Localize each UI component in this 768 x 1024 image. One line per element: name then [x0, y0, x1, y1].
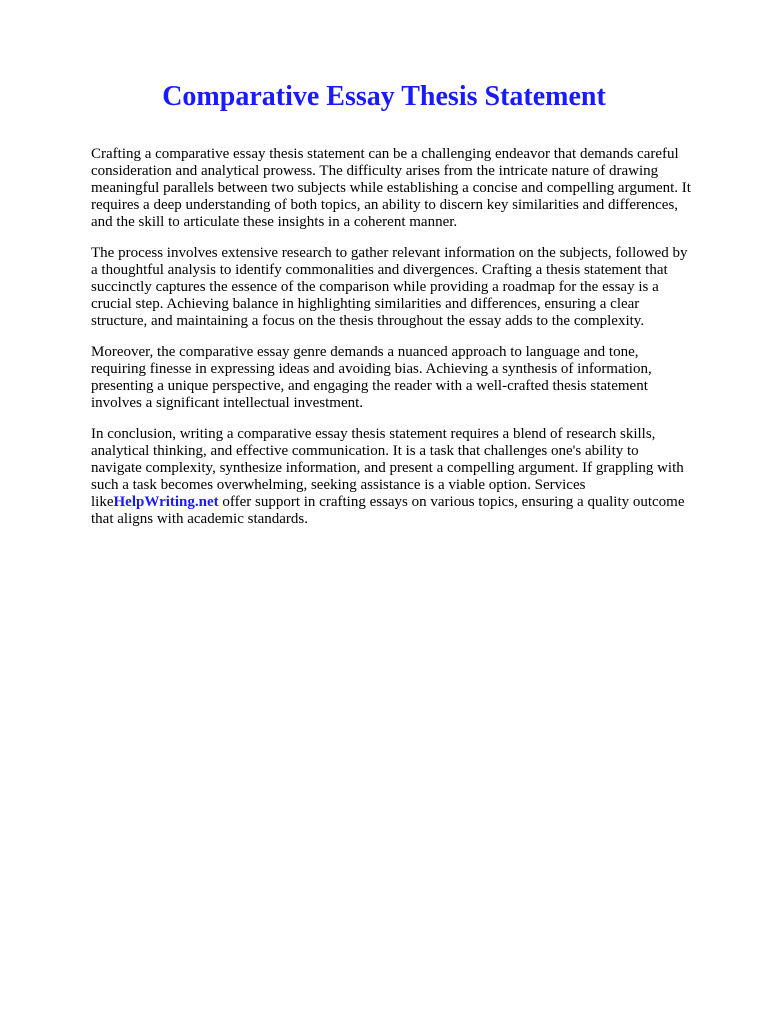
- conclusion-text-after-link: offer support in crafting essays on various topics, ensuring a quality outcome that aligns with academic standards.: [91, 494, 685, 527]
- paragraph-intro: Crafting a comparative essay thesis statement can be a challenging endeavor that demands careful consideration and analytical prowess. The difficulty arises from the intricate nature of drawing meaningful parallels between two subjects while establishing a concise and compelling argument. It requires a deep understanding of both topics, an ability to discern key similarities and differences, and the skill to articulate these insights in a coherent manner.: [91, 146, 691, 230]
- conclusion-text-before-link: In conclusion, writing a comparative essay thesis statement requires a blend of research skills, analytical thinking, and effective communication. It is a task that challenges one's ability to navigate complexity, synthesize information, and present a compelling argument. If grappling with such a task becomes overwhelming, seeking assistance is a viable option. Services like: [91, 426, 684, 510]
- document-body: [91, 146, 691, 542]
- helpwriting-link[interactable]: HelpWriting.net: [113, 494, 219, 510]
- paragraph-process: The process involves extensive research to gather relevant information on the subjects, followed by a thoughtful analysis to identify commonalities and divergences. Crafting a thesis statement that succinctly captures the essence of the comparison while providing a roadmap for the essay is a crucial step. Achieving balance in highlighting similarities and differences, ensuring a clear structure, and maintaining a focus on the thesis throughout the essay adds to the complexity.: [91, 245, 688, 329]
- paragraph-genre: Moreover, the comparative essay genre demands a nuanced approach to language and tone, requiring finesse in expressing ideas and avoiding bias. Achieving a synthesis of information, presenting a unique perspective, and engaging the reader with a well-crafted thesis statement involves a significant intellectual investment.: [91, 344, 652, 411]
- paragraph-conclusion: [91, 426, 691, 528]
- page-title: Comparative Essay Thesis Statement: [162, 81, 606, 112]
